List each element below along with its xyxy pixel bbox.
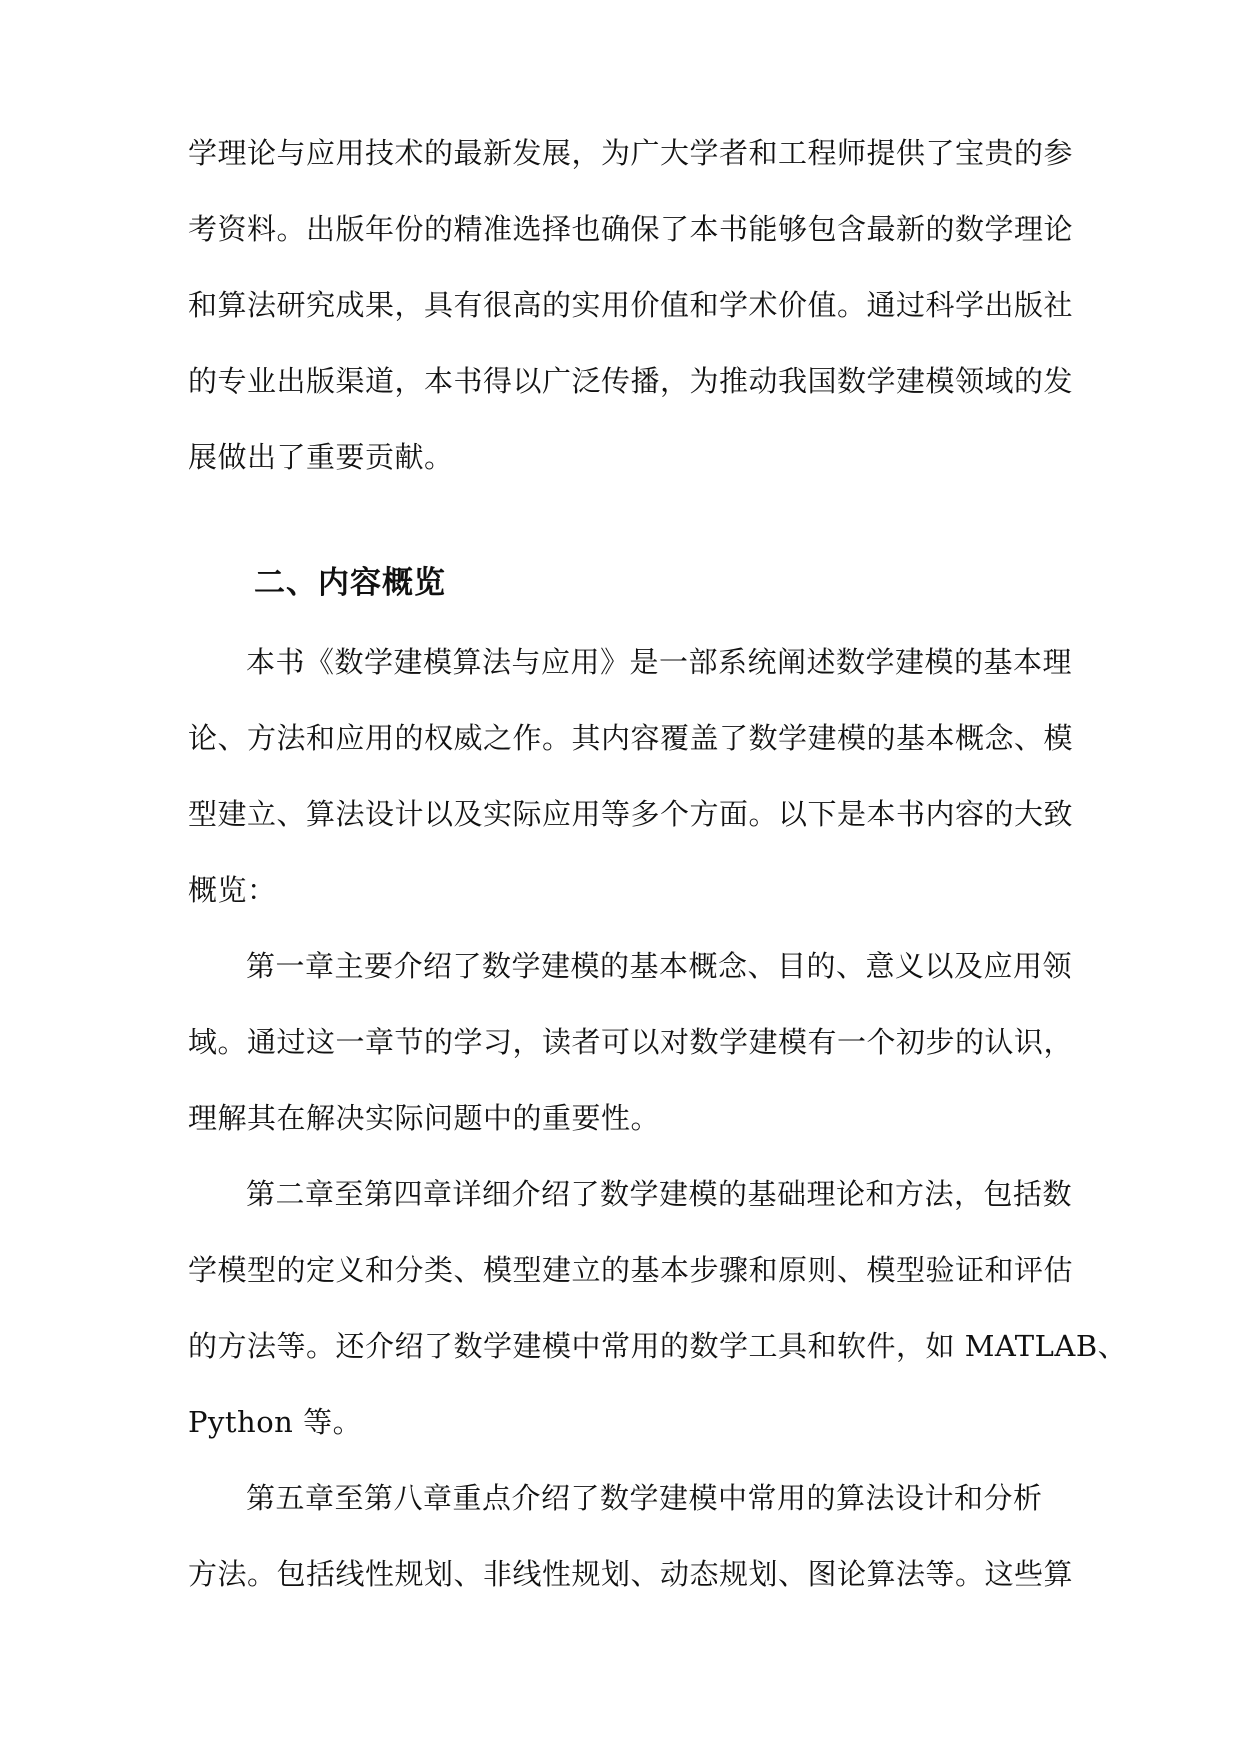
body-text-line: 的专业出版渠道，本书得以广泛传播，为推动我国数学建模领域的发 (188, 364, 1074, 398)
body-text-line: 概览： (188, 873, 277, 907)
body-text-line: 域。通过这一章节的学习，读者可以对数学建模有一个初步的认识， (188, 1025, 1074, 1059)
body-text-line: 本书《数学建模算法与应用》是一部系统阐述数学建模的基本理 (246, 645, 1073, 679)
body-text-line: 展做出了重要贡献。 (188, 440, 454, 474)
body-text-line: 学理论与应用技术的最新发展，为广大学者和工程师提供了宝贵的参 (188, 136, 1074, 170)
body-text-line: 考资料。出版年份的精准选择也确保了本书能够包含最新的数学理论 (188, 212, 1074, 246)
section-heading: 二、内容概览 (254, 565, 446, 601)
body-text-line: 第五章至第八章重点介绍了数学建模中常用的算法设计和分析 (246, 1481, 1043, 1515)
body-text-line: 学模型的定义和分类、模型建立的基本步骤和原则、模型验证和评估 (188, 1253, 1074, 1287)
body-text-line: 理解其在解决实际问题中的重要性。 (188, 1101, 661, 1135)
body-text-line: 第二章至第四章详细介绍了数学建模的基础理论和方法，包括数 (246, 1177, 1073, 1211)
body-text-line: 型建立、算法设计以及实际应用等多个方面。以下是本书内容的大致 (188, 797, 1074, 831)
body-text-line: 的方法等。还介绍了数学建模中常用的数学工具和软件，如 MATLAB、 (188, 1329, 1128, 1363)
body-text-line: 第一章主要介绍了数学建模的基本概念、目的、意义以及应用领 (246, 949, 1073, 983)
body-text-line: Python 等。 (188, 1405, 363, 1439)
body-text-line: 和算法研究成果，具有很高的实用价值和学术价值。通过科学出版社 (188, 288, 1074, 322)
body-text-line: 方法。包括线性规划、非线性规划、动态规划、图论算法等。这些算 (188, 1557, 1074, 1591)
body-text-line: 论、方法和应用的权威之作。其内容覆盖了数学建模的基本概念、模 (188, 721, 1074, 755)
